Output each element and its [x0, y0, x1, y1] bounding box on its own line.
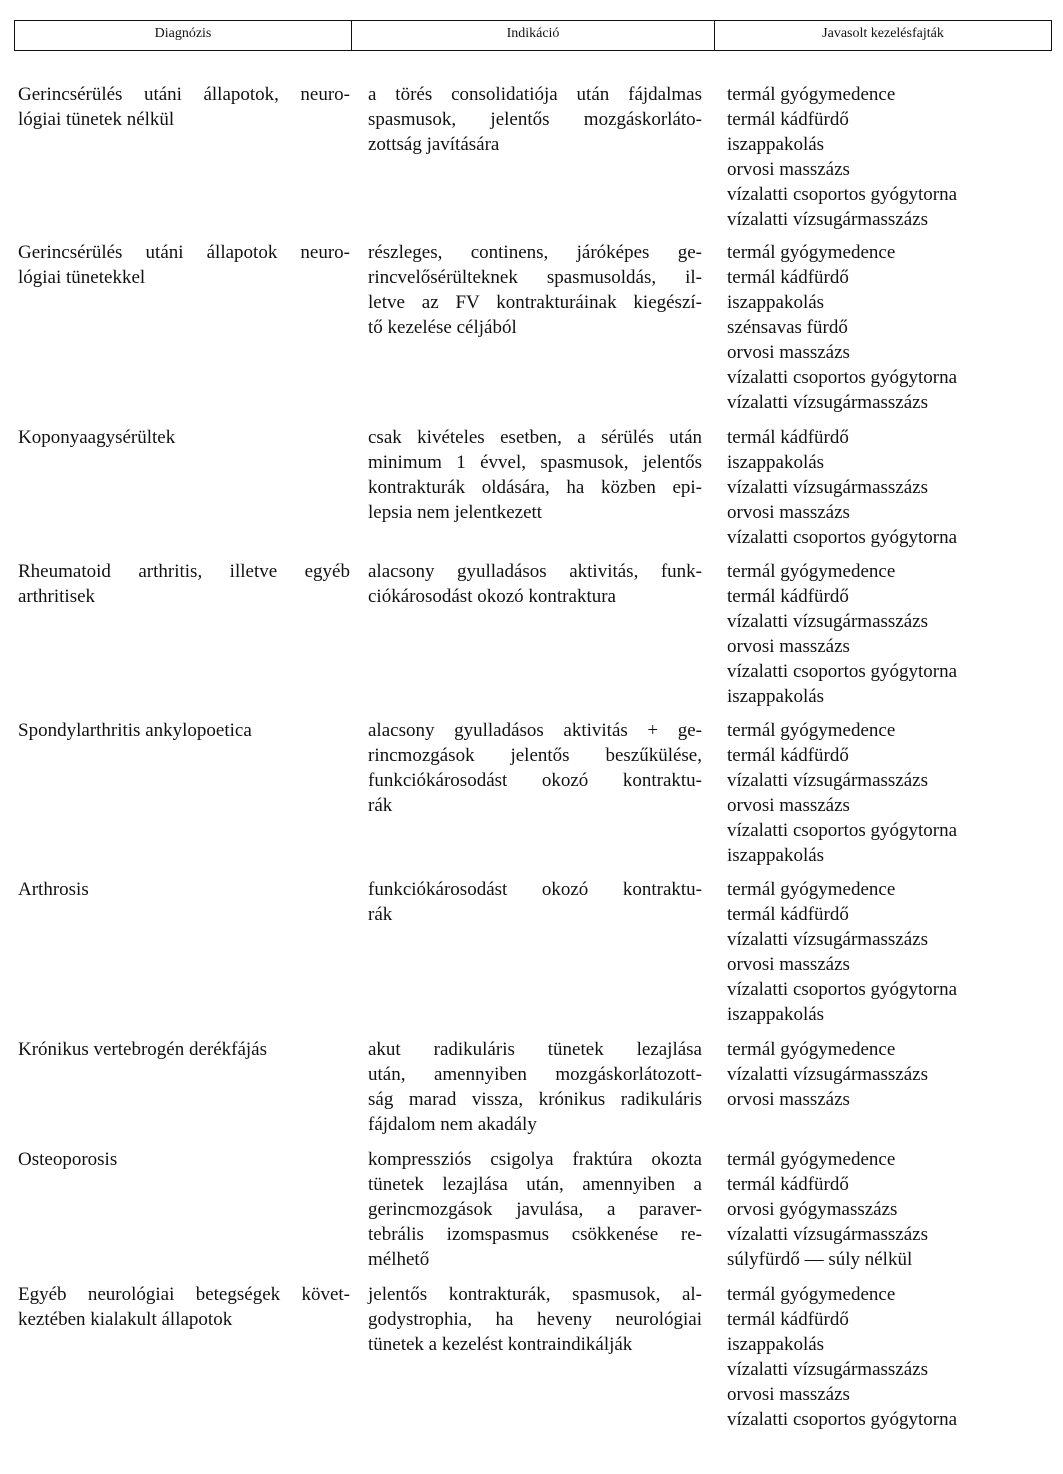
treatment-item: termál gyógymedence	[727, 720, 896, 741]
diagnosis-cell	[18, 718, 350, 743]
indication-cell	[368, 877, 702, 927]
text-line: részleges, continens, járóképes ge-	[368, 242, 702, 263]
treatment-item: vízalatti csoportos gyógytorna	[727, 527, 958, 548]
treatment-item: vízalatti csoportos gyógytorna	[727, 367, 958, 388]
table-row	[0, 82, 1027, 232]
text-line: Gerincsérülés utáni állapotok, neuro-	[18, 84, 350, 105]
indication-cell	[368, 240, 702, 340]
diagnosis-cell	[18, 1147, 350, 1172]
treatment-item: iszappakolás	[727, 686, 825, 707]
text-line: ciókárosodást okozó kontraktura	[368, 586, 616, 607]
diagnosis-cell	[18, 1282, 350, 1332]
treatment-item: vízalatti csoportos gyógytorna	[727, 1409, 958, 1430]
treatment-item: termál gyógymedence	[727, 561, 896, 582]
text-line: Arthrosis	[18, 879, 89, 900]
text-line: rincvelősérülteknek spasmusoldás, il-	[368, 267, 702, 288]
diagnosis-cell	[18, 82, 350, 132]
text-line: jelentős kontrakturák, spasmusok, al-	[368, 1284, 702, 1305]
treatment-item: iszappakolás	[727, 1334, 825, 1355]
treatments-cell	[727, 240, 1027, 415]
text-line: arthritisek	[18, 586, 96, 607]
treatment-item: termál gyógymedence	[727, 879, 896, 900]
text-line: Koponyaagysérültek	[18, 427, 176, 448]
text-line: lógiai tünetek nélkül	[18, 109, 175, 130]
treatment-item: orvosi masszázs	[727, 159, 850, 180]
indication-cell	[368, 718, 702, 818]
indication-cell	[368, 559, 702, 609]
diagnosis-cell	[18, 559, 350, 609]
text-line: Krónikus vertebrogén derékfájás	[18, 1039, 268, 1060]
treatment-item: orvosi masszázs	[727, 1384, 850, 1405]
treatment-item: orvosi masszázs	[727, 342, 850, 363]
treatments-cell	[727, 1147, 1027, 1272]
treatment-item: termál kádfürdő	[727, 267, 849, 288]
treatment-item: termál kádfürdő	[727, 427, 849, 448]
table-header	[14, 20, 1052, 51]
treatment-item: orvosi masszázs	[727, 502, 850, 523]
treatment-item: vízalatti vízsugármasszázs	[727, 611, 929, 632]
text-line: lepsia nem jelentkezett	[368, 502, 543, 523]
treatment-item: vízalatti vízsugármasszázs	[727, 209, 929, 230]
treatment-item: vízalatti vízsugármasszázs	[727, 770, 929, 791]
text-line: keztében kialakult állapotok	[18, 1309, 233, 1330]
table-row	[0, 877, 1027, 1027]
text-line: letve az FV kontrakturáinak kiegészí-	[368, 292, 702, 313]
treatment-item: iszappakolás	[727, 452, 825, 473]
text-line: kontrakturák oldására, ha közben epi-	[368, 477, 702, 498]
treatment-item: termál kádfürdő	[727, 1309, 849, 1330]
table-row	[0, 1282, 1027, 1432]
indication-cell	[368, 1282, 702, 1357]
treatment-item: vízalatti vízsugármasszázs	[727, 929, 929, 950]
text-line: rák	[368, 904, 393, 925]
treatments-cell	[727, 1282, 1027, 1432]
indication-cell	[368, 82, 702, 157]
text-line: Gerincsérülés utáni állapotok neuro-	[18, 242, 350, 263]
text-line: funkciókárosodást okozó kontraktu-	[368, 879, 702, 900]
treatment-item: vízalatti csoportos gyógytorna	[727, 979, 958, 1000]
treatment-item: orvosi masszázs	[727, 795, 850, 816]
text-line: akut radikuláris tünetek lezajlása	[368, 1039, 702, 1060]
treatment-item: iszappakolás	[727, 134, 825, 155]
treatment-item: orvosi masszázs	[727, 954, 850, 975]
text-line: Rheumatoid arthritis, illetve egyéb	[18, 561, 350, 582]
treatment-item: termál gyógymedence	[727, 242, 896, 263]
header-diagnosis: Diagnózis	[154, 25, 212, 41]
text-line: alacsony gyulladásos aktivitás + ge-	[368, 720, 702, 741]
text-line: tő kezelése céljából	[368, 317, 517, 338]
text-line: godystrophia, ha heveny neurológiai	[368, 1309, 702, 1330]
diagnosis-cell	[18, 877, 350, 902]
treatment-item: termál kádfürdő	[727, 904, 849, 925]
treatment-item: termál kádfürdő	[727, 1174, 849, 1195]
treatments-cell	[727, 718, 1027, 868]
treatment-item: szénsavas fürdő	[727, 317, 848, 338]
text-line: mélhető	[368, 1249, 430, 1270]
table-row	[0, 559, 1027, 709]
indication-cell	[368, 1037, 702, 1137]
treatments-cell	[727, 425, 1027, 550]
treatment-item: vízalatti vízsugármasszázs	[727, 1064, 929, 1085]
table-row	[0, 1147, 1027, 1272]
text-line: gerincmozgások javulása, a paraver-	[368, 1199, 702, 1220]
treatment-item: vízalatti vízsugármasszázs	[727, 1224, 929, 1245]
text-line: fájdalom nem akadály	[368, 1114, 537, 1135]
text-line: tünetek lezajlása után, amennyiben a	[368, 1174, 702, 1195]
text-line: rincmozgások jelentős beszűkülése,	[368, 745, 702, 766]
treatment-item: orvosi masszázs	[727, 636, 850, 657]
text-line: Spondylarthritis ankylopoetica	[18, 720, 252, 741]
text-line: ság marad vissza, krónikus radikuláris	[368, 1089, 702, 1110]
table-row	[0, 240, 1027, 415]
treatment-item: termál kádfürdő	[727, 109, 849, 130]
treatment-item: iszappakolás	[727, 845, 825, 866]
text-line: után, amennyiben mozgáskorlátozott-	[368, 1064, 702, 1085]
table-row	[0, 718, 1027, 868]
treatment-item: termál gyógymedence	[727, 84, 896, 105]
text-line: funkciókárosodást okozó kontraktu-	[368, 770, 702, 791]
treatment-item: vízalatti csoportos gyógytorna	[727, 820, 958, 841]
treatment-item: termál gyógymedence	[727, 1284, 896, 1305]
treatment-item: termál kádfürdő	[727, 586, 849, 607]
table-row	[0, 1037, 1027, 1137]
treatment-item: vízalatti vízsugármasszázs	[727, 392, 929, 413]
text-line: tebrális izomspasmus csökkenése re-	[368, 1224, 702, 1245]
text-line: minimum 1 évvel, spasmusok, jelentős	[368, 452, 702, 473]
treatment-item: orvosi gyógymasszázs	[727, 1199, 898, 1220]
text-line: alacsony gyulladásos aktivitás, funk-	[368, 561, 702, 582]
treatment-item: vízalatti csoportos gyógytorna	[727, 661, 958, 682]
text-line: csak kivételes esetben, a sérülés után	[368, 427, 702, 448]
diagnosis-cell	[18, 240, 350, 290]
text-line: Egyéb neurológiai betegségek követ-	[18, 1284, 350, 1305]
text-line: kompressziós csigolya fraktúra okozta	[368, 1149, 702, 1170]
treatment-item: termál gyógymedence	[727, 1039, 896, 1060]
indication-cell	[368, 1147, 702, 1272]
treatment-item: súlyfürdő — súly nélkül	[727, 1249, 913, 1270]
treatment-item: termál gyógymedence	[727, 1149, 896, 1170]
text-line: zottság javítására	[368, 134, 500, 155]
text-line: tünetek a kezelést kontraindikálják	[368, 1334, 633, 1355]
text-line: spasmusok, jelentős mozgáskorláto-	[368, 109, 702, 130]
header-treatments: Javasolt kezelésfajták	[714, 21, 1051, 50]
treatments-cell	[727, 559, 1027, 709]
treatment-item: iszappakolás	[727, 292, 825, 313]
treatments-cell	[727, 877, 1027, 1027]
header-indication: Indikáció	[351, 21, 714, 50]
treatment-item: vízalatti vízsugármasszázs	[727, 1359, 929, 1380]
treatment-item: iszappakolás	[727, 1004, 825, 1025]
text-line: Osteoporosis	[18, 1149, 118, 1170]
text-line: rák	[368, 795, 393, 816]
diagnosis-cell	[18, 425, 350, 450]
treatment-item: termál kádfürdő	[727, 745, 849, 766]
treatment-item: orvosi masszázs	[727, 1089, 850, 1110]
indication-cell	[368, 425, 702, 525]
treatments-cell	[727, 1037, 1027, 1112]
text-line: a törés consolidatiója után fájdalmas	[368, 84, 702, 105]
diagnosis-cell	[18, 1037, 350, 1062]
text-line: lógiai tünetekkel	[18, 267, 146, 288]
table-row	[0, 425, 1027, 550]
treatment-item: vízalatti vízsugármasszázs	[727, 477, 929, 498]
treatment-item: vízalatti csoportos gyógytorna	[727, 184, 958, 205]
treatments-cell	[727, 82, 1027, 232]
